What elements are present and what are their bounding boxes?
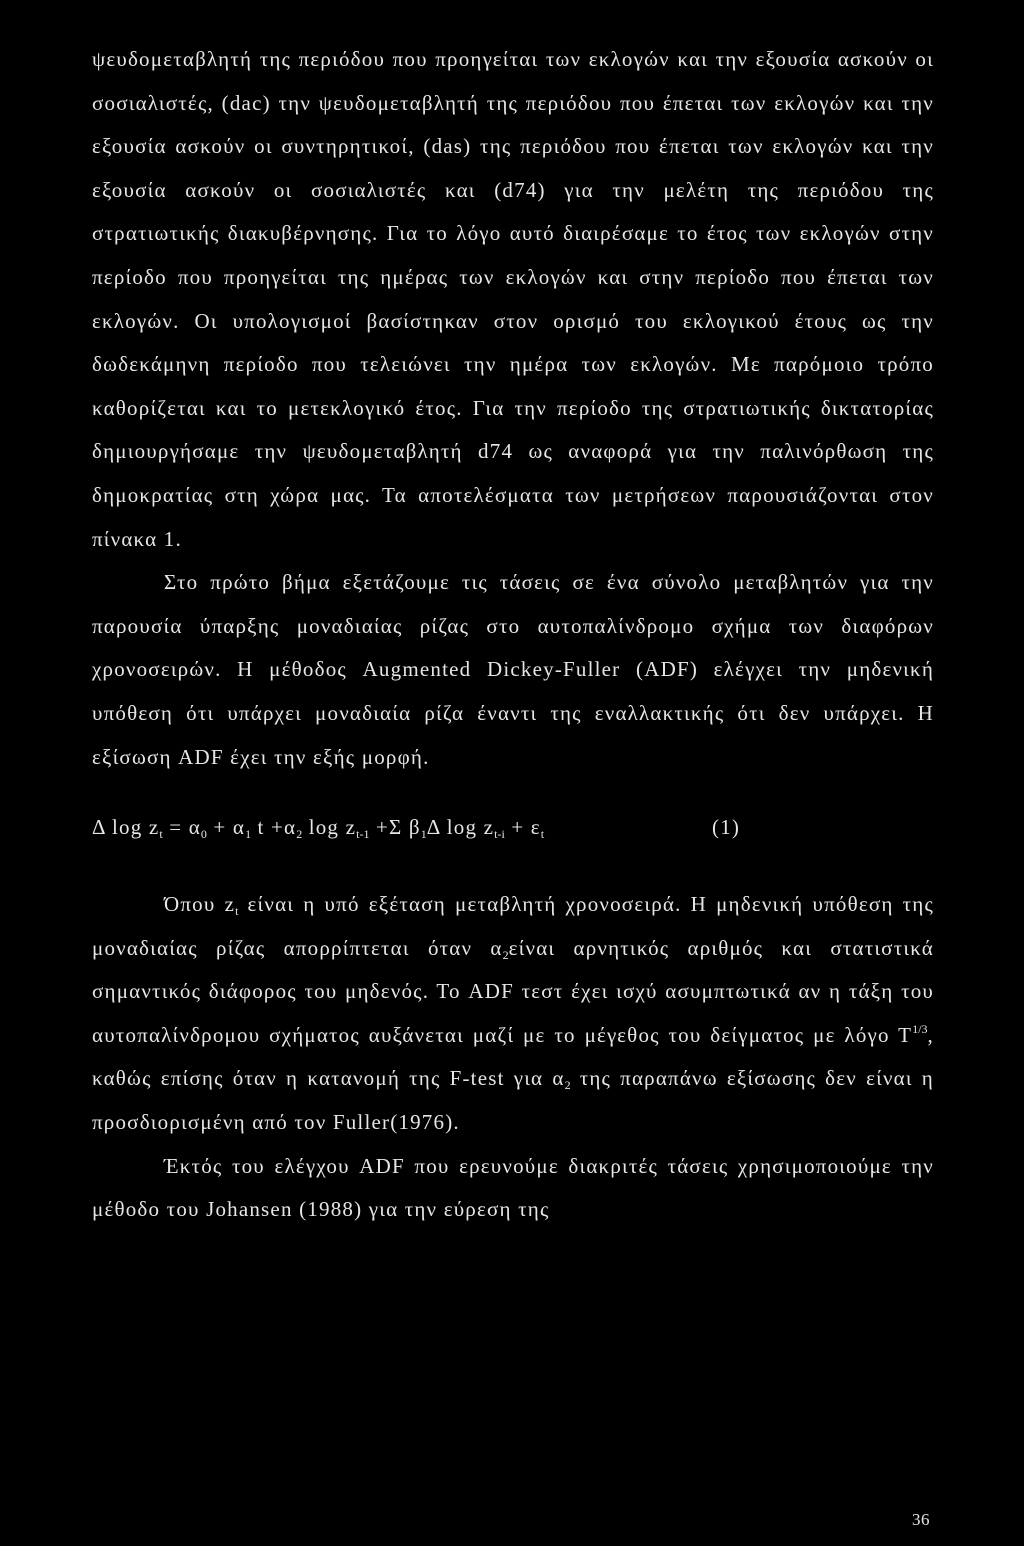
eq-subscript: t xyxy=(540,827,545,842)
p3-text: , καθώς επίσης όταν η κατανομή της F-test για α xyxy=(92,1022,934,1091)
p3-subscript: t xyxy=(235,904,239,919)
eq-subscript: 1 xyxy=(420,827,427,842)
eq-subscript: 1 xyxy=(245,827,252,842)
p3-text: Όπου z xyxy=(164,892,236,917)
p3-superscript: 1/3 xyxy=(912,1021,928,1036)
document-page xyxy=(92,38,934,1232)
paragraph-unit-root: Στο πρώτο βήμα εξετάζουμε τις τάσεις σε ένα σύνολο μεταβλητών για την παρουσία ύπαρξης μοναδιαίας ρίζας στο αυτοπαλίνδρομο σχήμα των διαφόρων χρονοσειρών. Η μέθοδος Augmented Dickey-Fuller (ADF) ελέγχει την μηδενική υπόθεση ότι υπάρχει μοναδιαία ρίζα έναντι της εναλλακτικής ότι δεν υπάρχει. Η εξίσωση ADF έχει την εξής μορφή. xyxy=(92,570,934,769)
eq-term: + ε xyxy=(504,815,541,840)
p3-text: είναι η υπό εξέταση μεταβλητή χρονοσειρά. Η μηδενική υπόθεση της μοναδιαίας ρίζας απορρίπτεται όταν α xyxy=(92,892,934,960)
eq-term: +Σ β xyxy=(369,815,421,840)
equation-formula xyxy=(92,815,544,840)
paragraph-johansen: Έκτός του ελέγχου ADF που ερευνούμε διακριτές τάσεις χρησιμοποιούμε την μέθοδο του Johansen (1988) για την εύρεση της xyxy=(92,1153,934,1222)
eq-subscript: t-i xyxy=(494,827,505,842)
equation-number: (1) xyxy=(712,815,741,840)
p3-text: είναι αρνητικός αριθμός και στατιστικά σημαντικός διάφορος του μηδενός. Το ADF τεστ έχει ισχύ ασυμπτωτικά αν η τάξη του αυτοπαλίνδρομου σχήματος αυξάνεται μαζί με το μέγεθος του δείγματος με λόγο Τ xyxy=(92,935,934,1047)
eq-term: + α xyxy=(206,815,246,840)
eq-term: Δ log z xyxy=(92,815,160,840)
p3-text: της παραπάνω εξίσωσης δεν είναι η προσδιορισμένη από τον Fuller(1976). xyxy=(92,1066,934,1135)
eq-subscript: 2 xyxy=(296,827,303,842)
page-number: 36 xyxy=(912,1510,930,1529)
adf-equation xyxy=(92,815,934,855)
paragraph-dummy-variables: ψευδομεταβλητή της περιόδου που προηγείται των εκλογών και την εξουσία ασκούν οι σοσιαλιστές, (dac) την ψευδομεταβλητή της περιόδου που έπεται των εκλογών και την εξουσία ασκούν οι συντηρητικοί, (das) της περιόδου που έπεται των εκλογών και την εξουσία ασκούν οι σοσιαλιστές και (d74) για την μελέτη της περιόδου της στρατιωτικής διακυβέρνησης. Για το λόγο αυτό διαιρέσαμε το έτος των εκλογών στην περίοδο που προηγείται της ημέρας των εκλογών και στην περίοδο που έπεται των εκλογών. Οι υπολογισμοί βασίστηκαν στον ορισμό του εκλογικού έτους ως την δωδεκάμηνη περίοδο που τελειώνει την ημέρα των εκλογών. Με παρόμοιο τρόπο καθορίζεται και το μετεκλογικό έτος. Για την περίοδο της στρατιωτικής δικτατορίας δημιουργήσαμε την ψευδομεταβλητή d74 ως αναφορά για την παλινόρθωση της δημοκρατίας στη χώρα μας. Τα αποτελέσματα των μετρήσεων παρουσιάζονται στον πίνακα 1. xyxy=(92,47,934,551)
p3-subscript: 2 xyxy=(564,1078,571,1093)
p3-subscript: 2 xyxy=(502,947,509,962)
paragraph-adf-explanation xyxy=(92,883,934,1145)
eq-term: t +α xyxy=(251,815,297,840)
eq-subscript: t xyxy=(159,827,163,842)
eq-subscript: 0 xyxy=(200,827,207,842)
eq-term: log z xyxy=(302,815,357,840)
eq-term: = α xyxy=(162,815,201,840)
eq-term: Δ log z xyxy=(426,815,495,840)
eq-subscript: t-1 xyxy=(356,827,370,842)
